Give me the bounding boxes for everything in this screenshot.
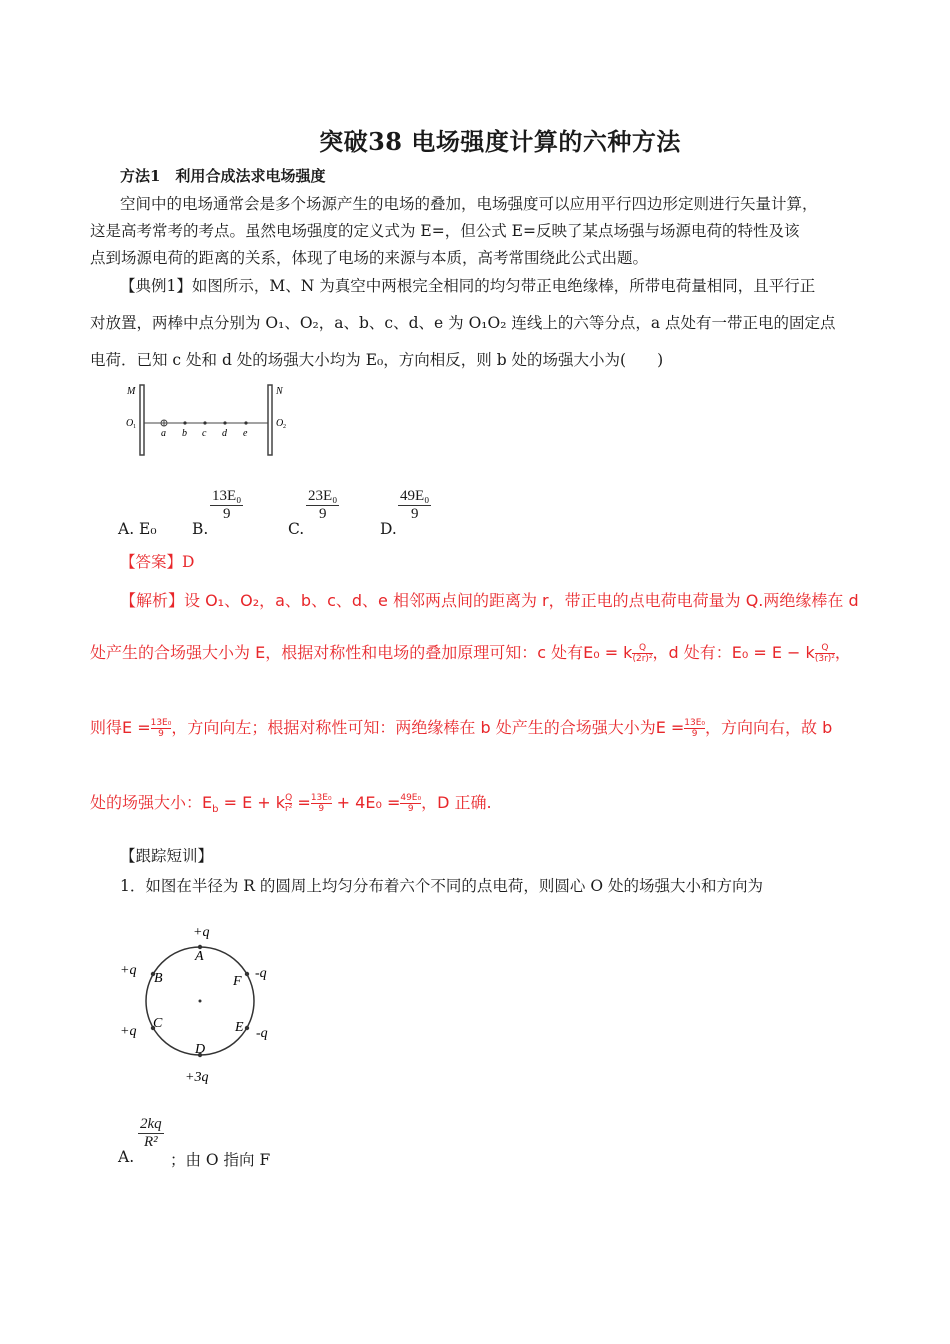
solution-line3: [90, 715, 832, 739]
point-F: F: [233, 974, 242, 989]
option-D-numerator: 49E₀: [400, 488, 430, 504]
charge-D: +3q: [185, 1070, 209, 1085]
training-option-A-label: A.: [118, 1148, 135, 1166]
label-O2-sub: 2: [283, 424, 286, 430]
fraction-numerator: 13E₀: [310, 793, 332, 803]
label-O1: O: [126, 418, 134, 429]
solution-line4-text-e: ，D 正确.: [421, 793, 492, 812]
label-M: M: [127, 386, 136, 397]
method-paragraph-line3: 点到场源电荷的距离的关系，体现了电场的来源与本质，高考常围绕此公式出题。: [90, 249, 649, 267]
training-option-A-numerator: 2kq: [140, 1116, 162, 1132]
fraction-denominator: (2r)²: [632, 654, 653, 664]
example-line1: 【典例1】如图所示，M、N 为真空中两根完全相同的均匀带正电绝缘棒，所带电荷量相同，且平行正: [120, 277, 816, 295]
fraction-denominator: (3r)²: [814, 654, 835, 664]
method-heading: 方法1 利用合成法求电场强度: [120, 167, 326, 185]
training-question-1: 1．如图在半径为 R 的圆周上均匀分布着六个不同的点电荷，则圆心 O 处的场强大小和方向为: [120, 877, 763, 895]
training-option-A-denominator: R²: [144, 1134, 158, 1150]
solution-line3-text-b: ，方向向左；根据对称性可知：两绝缘棒在 b 处产生的合场强大小为E =: [171, 718, 685, 737]
solution-line2-text-a: 处产生的合场强大小为 E，根据对称性和电场的叠加原理可知：c 处有E₀ = k: [90, 643, 633, 662]
point-B: B: [154, 971, 163, 986]
solution-line3-text-c: ，方向向右，故 b: [705, 718, 833, 737]
option-C-fraction: [306, 488, 339, 523]
fraction-denominator: 9: [158, 729, 164, 739]
label-e: e: [243, 428, 248, 439]
fraction-denominator: 9: [407, 804, 414, 814]
option-B-fraction: [210, 488, 243, 523]
charge-B: +q: [120, 963, 137, 978]
solution-line2-text-c: ，: [834, 643, 851, 662]
label-N: N: [276, 386, 283, 397]
option-D-fraction: [398, 488, 431, 523]
point-D: D: [195, 1042, 206, 1057]
charge-E: -q: [256, 1026, 268, 1041]
option-D-label: D.: [380, 520, 397, 538]
fraction-denominator: r²: [285, 804, 293, 814]
training-heading: 【跟踪短训】: [120, 847, 214, 865]
option-B-label: B.: [192, 520, 209, 538]
solution-fraction: [684, 718, 705, 739]
solution-fraction: [311, 793, 332, 814]
option-B-numerator: 13E₀: [212, 488, 242, 504]
answer-text: 【答案】D: [120, 553, 195, 571]
fraction-numerator: Q: [632, 643, 652, 654]
method-paragraph-line2: 这是高考常考的考点。虽然电场强度的定义式为 E=，但公式 E=反映了某点场强与场源电荷的特性及该: [90, 222, 800, 240]
solution-line2-text-b: ，d 处有：E₀ = E − k: [652, 643, 815, 662]
fraction-numerator: Q: [815, 643, 835, 654]
rods-figure: [120, 380, 300, 460]
charge-F: -q: [255, 966, 267, 981]
label-a: a: [161, 428, 166, 439]
fraction-numerator: 13E₀: [150, 718, 172, 728]
point-C: C: [153, 1016, 163, 1031]
solution-line4-text-a: 处的场强大小：E: [90, 793, 213, 812]
training-option-A-text: ；由 O 指向 F: [170, 1151, 271, 1169]
label-d: d: [222, 428, 227, 439]
option-C-denominator: 9: [318, 506, 327, 522]
page-title: 突破38 电场强度计算的六种方法: [319, 127, 681, 156]
method-paragraph-line1: 空间中的电场通常会是多个场源产生的电场的叠加，电场强度可以应用平行四边形定则进行矢量计算，: [120, 195, 818, 213]
solution-line3-text-a: 则得E =: [90, 718, 151, 737]
solution-fraction: [400, 793, 421, 814]
solution-line4-text-d: + 4E₀ =: [331, 793, 401, 812]
label-O1-sub: 1: [133, 424, 136, 430]
option-A: A. E₀: [118, 520, 157, 538]
solution-line1: 【解析】设 O₁、O₂，a、b、c、d、e 相邻两点间的距离为 r，带正电的点电荷电荷量为 Q.两绝缘棒在 d: [120, 591, 859, 610]
fraction-numerator: 13E₀: [684, 718, 706, 728]
fraction-numerator: Q: [285, 793, 293, 803]
point-A: A: [195, 949, 204, 964]
option-C-label: C.: [288, 520, 305, 538]
solution-fraction: [151, 718, 172, 739]
fraction-numerator: 49E₀: [400, 793, 422, 803]
solution-line4-text-c: =: [292, 793, 311, 812]
fraction-denominator: 9: [318, 804, 325, 814]
solution-line2: [90, 640, 851, 664]
solution-subscript: b: [212, 804, 219, 816]
solution-line4-text-b: = E + k: [218, 793, 286, 812]
option-C-numerator: 23E₀: [308, 488, 338, 504]
circle-charge-figure: [115, 915, 295, 1090]
example-line2: 对放置，两棒中点分别为 O₁、O₂，a、b、c、d、e 为 O₁O₂ 连线上的六等分点，a 点处有一带正电的固定点: [90, 314, 836, 332]
charge-top: +q: [193, 925, 210, 940]
point-E: E: [235, 1020, 244, 1035]
solution-fraction: [632, 643, 652, 664]
fraction-denominator: 9: [691, 729, 698, 739]
label-c: c: [202, 428, 207, 439]
option-B-denominator: 9: [222, 506, 231, 522]
label-b: b: [182, 428, 187, 439]
charge-C: +q: [120, 1024, 137, 1039]
training-option-A-fraction: [138, 1116, 164, 1151]
example-line3: 电荷．已知 c 处和 d 处的场强大小均为 E₀，方向相反，则 b 处的场强大小为( ): [90, 351, 664, 369]
solution-fraction: [815, 643, 835, 664]
solution-line4: [90, 790, 492, 815]
label-O2: O: [276, 418, 284, 429]
option-D-denominator: 9: [410, 506, 419, 522]
